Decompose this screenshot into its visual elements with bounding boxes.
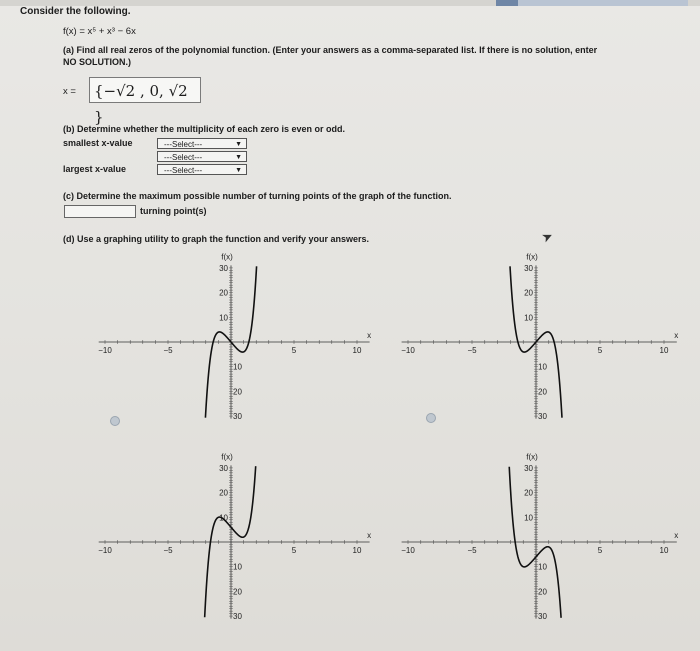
turning-points-input[interactable] — [64, 205, 136, 218]
zeros-answer-field[interactable]: {−√2 , 0, √2 } — [89, 77, 201, 103]
x-tick-label: 10 — [352, 546, 362, 555]
y-axis-label: f(x) — [526, 252, 538, 262]
graph-option-4 — [401, 450, 690, 622]
y-tick-label: 20 — [233, 587, 242, 597]
part-c-question: (c) Determine the maximum possible number of turning points of the graph of the function. — [63, 191, 452, 201]
x-tick-label: −5 — [163, 546, 173, 555]
x-axis-label: x — [674, 331, 679, 340]
y-axis-label: f(x) — [221, 252, 233, 262]
y-tick-label: 30 — [538, 412, 547, 422]
y-tick-label: 10 — [538, 562, 547, 572]
part-a-question: (a) Find all real zeros of the polynomial function. (Enter your answers as a comma-separated list. If there is no solution, enter — [63, 45, 598, 55]
smallest-x-label: smallest x-value — [63, 138, 133, 148]
y-tick-label: 30 — [524, 463, 533, 473]
part-a-question-line2: NO SOLUTION.) — [63, 57, 131, 67]
select-value: ---Select--- — [164, 153, 203, 162]
multiplicity-select-largest[interactable] — [157, 164, 247, 175]
x-axis-label: x — [367, 331, 372, 340]
dropdown-arrow-icon: ▼ — [235, 154, 242, 161]
x-tick-label: 5 — [597, 546, 603, 555]
x-tick-label: −5 — [467, 546, 477, 555]
y-tick-label: 10 — [219, 513, 228, 523]
x-tick-label: −10 — [401, 546, 415, 555]
x-tick-label: 5 — [291, 346, 297, 355]
y-tick-label: 30 — [219, 463, 228, 473]
y-tick-label: 30 — [538, 612, 547, 622]
y-axis-label: f(x) — [526, 452, 538, 462]
graph-option-2 — [401, 248, 690, 422]
dropdown-arrow-icon: ▼ — [235, 167, 242, 174]
y-tick-label: 20 — [538, 387, 547, 397]
multiplicity-select-smallest[interactable] — [157, 138, 247, 149]
y-tick-label: 10 — [233, 362, 242, 372]
x-tick-label: 10 — [352, 346, 362, 355]
x-tick-label: 5 — [291, 546, 297, 555]
y-tick-label: 30 — [233, 612, 242, 622]
x-tick-label: 10 — [659, 346, 669, 355]
multiplicity-select-middle[interactable] — [157, 151, 247, 162]
x-tick-label: 5 — [597, 346, 603, 355]
part-b-question: (b) Determine whether the multiplicity of each zero is even or odd. — [63, 124, 346, 134]
graph-radio-2[interactable] — [426, 413, 436, 423]
y-tick-label: 10 — [524, 313, 533, 323]
part-d-question: (d) Use a graphing utility to graph the function and verify your answers. — [63, 234, 370, 244]
x-tick-label: −5 — [467, 346, 477, 355]
y-tick-label: 10 — [219, 313, 228, 323]
graph-option-3 — [98, 450, 388, 622]
mouse-cursor-icon: ➤ — [539, 227, 556, 246]
y-tick-label: 10 — [524, 513, 533, 523]
x-tick-label: −10 — [98, 546, 112, 555]
select-value: ---Select--- — [164, 166, 203, 175]
y-tick-label: 30 — [219, 263, 228, 273]
x-axis-label: x — [367, 531, 372, 540]
x-equals-label: x = — [63, 86, 76, 97]
prompt-heading: Consider the following. — [20, 6, 131, 17]
x-tick-label: −5 — [163, 346, 173, 355]
dropdown-arrow-icon: ▼ — [235, 141, 242, 148]
y-tick-label: 20 — [219, 288, 228, 298]
top-tab-marker — [496, 0, 518, 6]
top-tab-strip — [518, 0, 688, 6]
y-tick-label: 20 — [233, 387, 242, 397]
y-axis-label: f(x) — [221, 452, 233, 462]
y-tick-label: 30 — [233, 412, 242, 422]
graph-radio-1[interactable] — [110, 416, 120, 426]
function-definition: f(x) = x⁵ + x³ − 6x — [63, 26, 136, 37]
graph-option-1 — [98, 248, 388, 422]
x-tick-label: −10 — [401, 346, 415, 355]
x-axis-label: x — [674, 531, 679, 540]
y-tick-label: 30 — [524, 263, 533, 273]
x-tick-label: −10 — [98, 346, 112, 355]
select-value: ---Select--- — [164, 140, 203, 149]
y-tick-label: 10 — [538, 362, 547, 372]
x-tick-label: 10 — [659, 546, 669, 555]
y-tick-label: 10 — [233, 562, 242, 572]
y-tick-label: 20 — [524, 288, 533, 298]
largest-x-label: largest x-value — [63, 164, 127, 174]
y-tick-label: 20 — [524, 488, 533, 498]
y-tick-label: 20 — [538, 587, 547, 597]
turning-points-unit: turning point(s) — [140, 206, 207, 216]
y-tick-label: 20 — [219, 488, 228, 498]
